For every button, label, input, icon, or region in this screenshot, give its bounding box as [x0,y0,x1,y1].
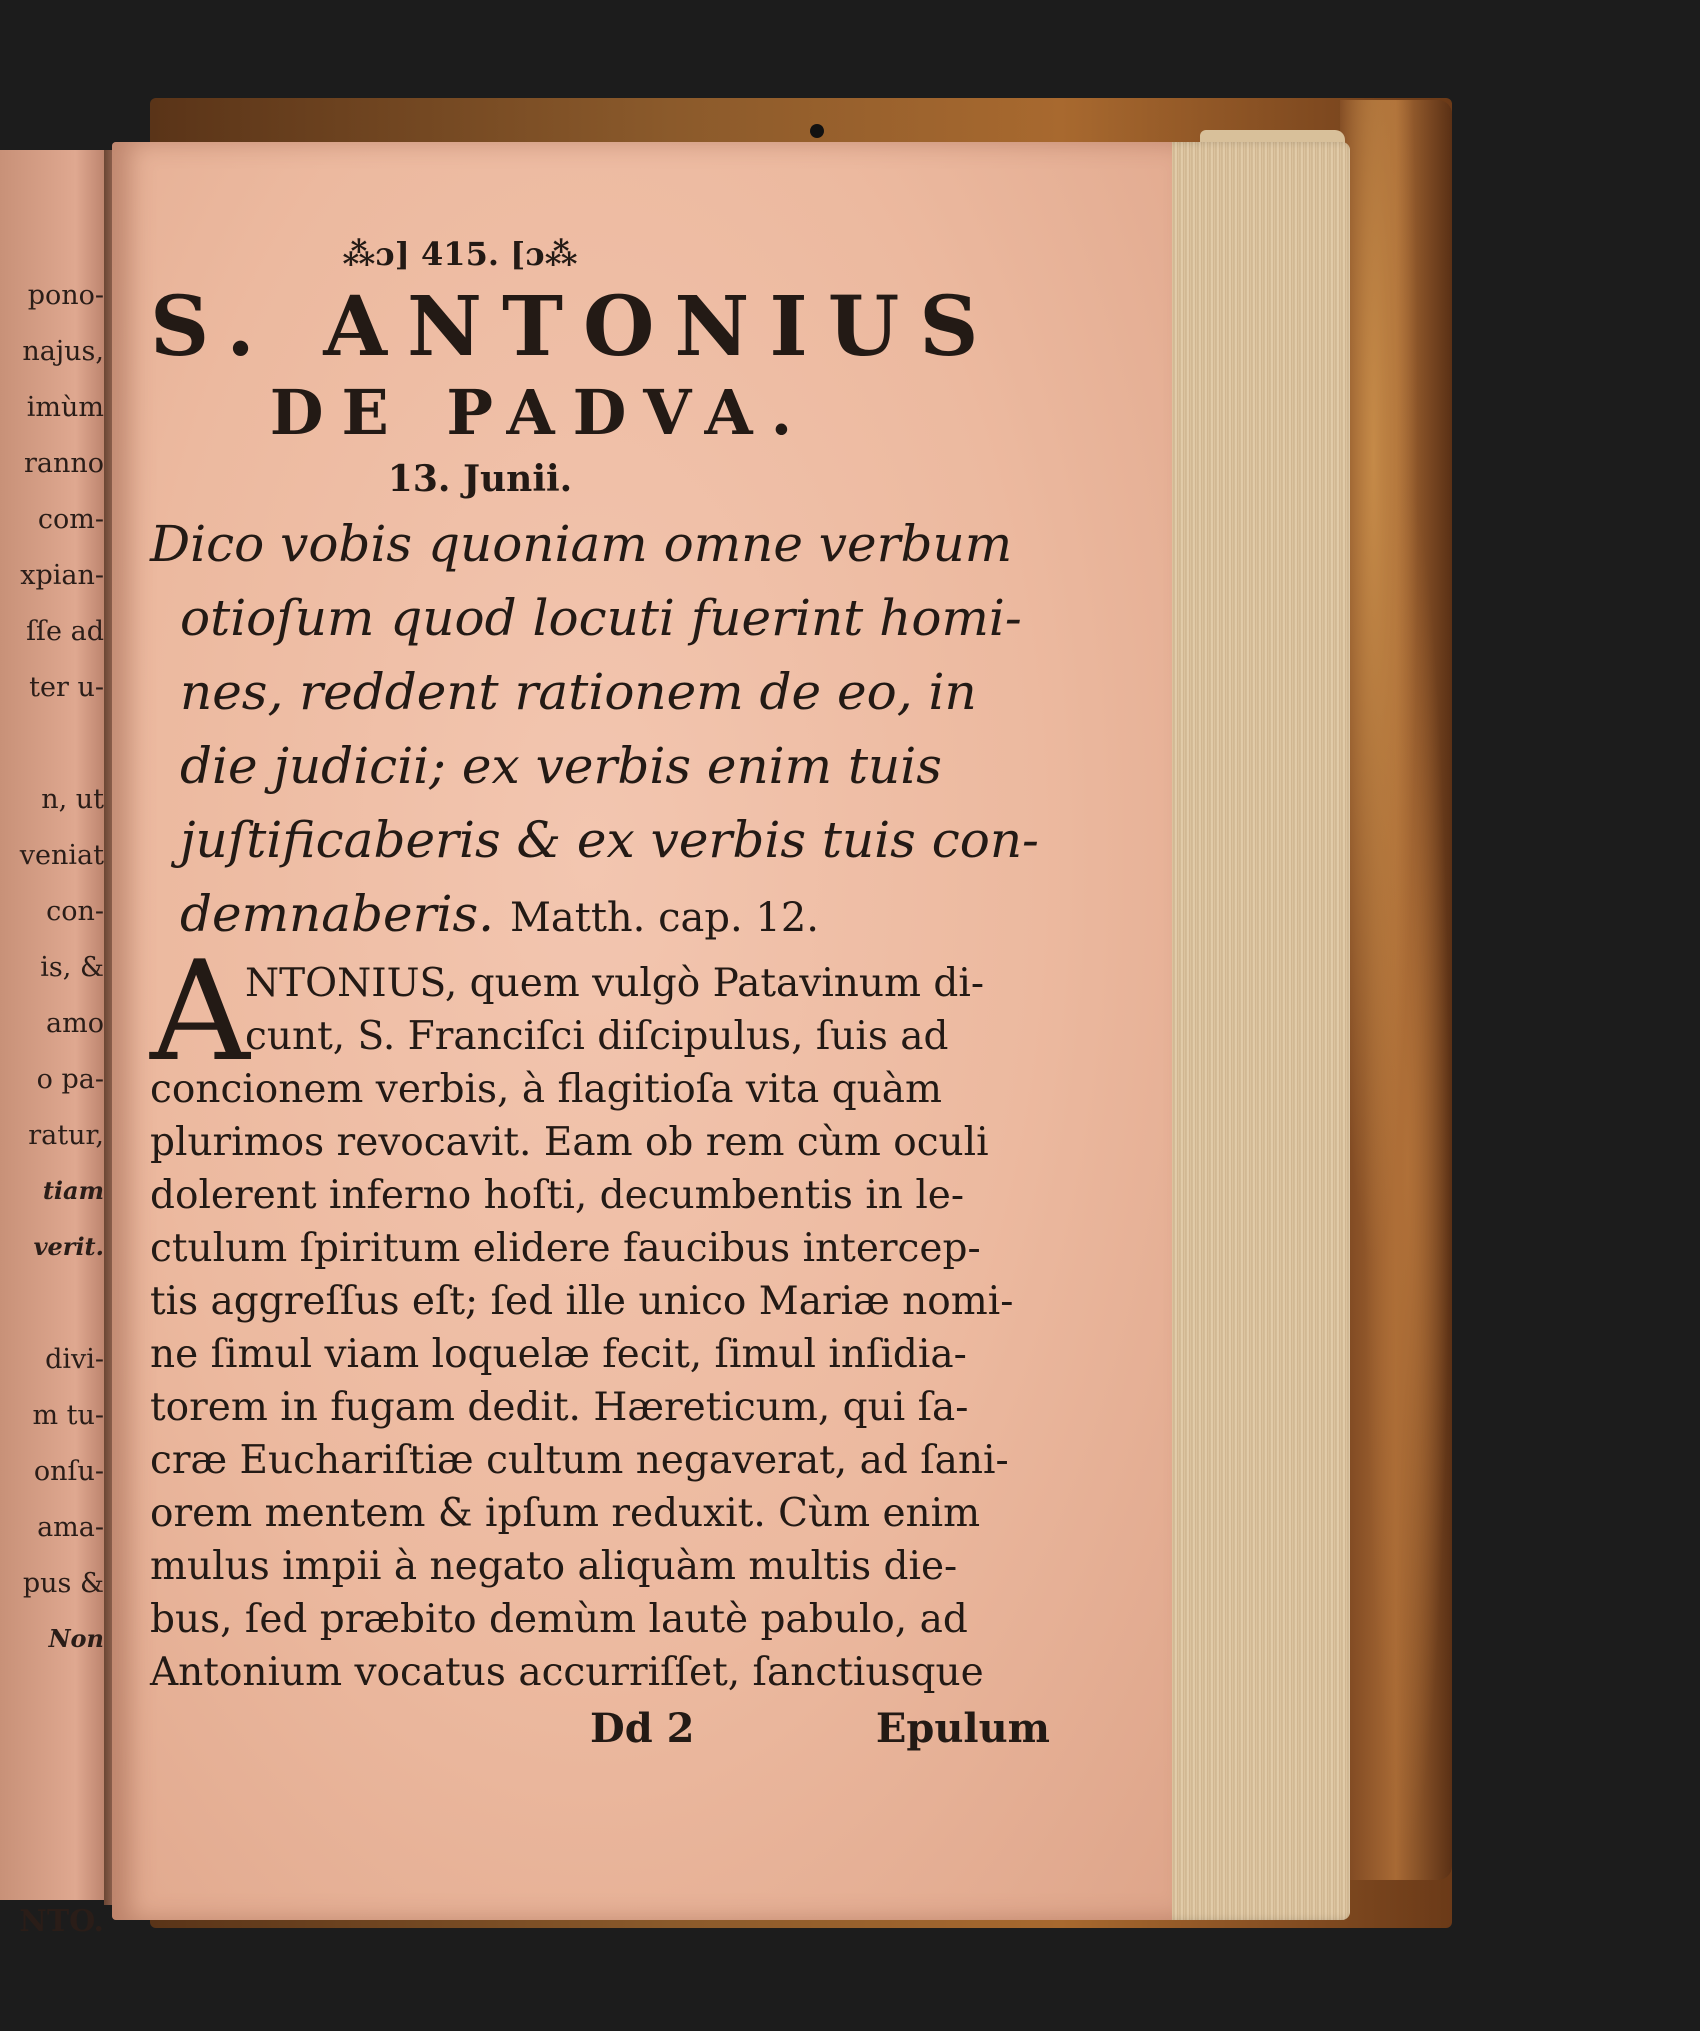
left-page-fragment: is, & [40,952,104,983]
quote-line: otioſum quod locuti fuerint homi- [180,589,1022,647]
body-paragraph [150,931,1050,1699]
body-line: ctulum ſpiritum elidere faucibus intercep- [150,1226,981,1271]
quote-line: die judicii; ex verbis enim tuis [180,737,942,795]
scripture-quote [150,507,1050,951]
left-page-fragment: ama- [37,1512,104,1543]
quote-last-word: demnaberis. [180,885,495,943]
saint-name-title: S. ANTONIUS [150,279,999,375]
left-page-fragment: ranno [23,448,104,479]
body-line: NTONIUS, quem vulgò Patavinum di- [245,961,985,1006]
left-page-fragment: verit. [33,1232,104,1261]
body-line: ne ſimul viam loquelæ fecit, ſimul inſidia- [150,1332,967,1377]
drop-cap: A [150,931,250,1092]
left-page-fragment: divi- [45,1344,104,1375]
left-page-fragment: Non [48,1624,104,1653]
left-page-fragment: n, ut [41,784,104,815]
signature-mark: Dd 2 [590,1705,695,1752]
quote-line: nes, reddent rationem de eo, in [180,663,977,721]
left-page-fragment: onſu- [33,1456,104,1487]
body-line: concionem verbis, à flagitioſa vita quàm [150,1067,943,1112]
left-page-fragment: com- [37,504,104,535]
body-line: orem mentem & ipſum reduxit. Cùm enim [150,1491,981,1536]
left-page-fragment: ratur, [28,1120,104,1151]
page-block-edges [1160,142,1350,1920]
body-line: Antonium vocatus accurriſſet, ſanctiusque [150,1650,984,1695]
quote-line: juſtificaberis & ex verbis tuis con- [180,811,1039,869]
left-page-fragment: m tu- [32,1400,104,1431]
page-footer [150,1705,1050,1765]
left-page-fragment: amo [46,1008,104,1039]
right-page-text [150,235,1050,1765]
body-line: mulus impii à negato aliquàm multis die- [150,1544,958,1589]
body-line: cunt, S. Franciſci diſcipulus, ſuis ad [245,1014,949,1059]
binding-hole [810,124,824,138]
feast-date: 13. Junii. [387,458,573,500]
left-page-fragment: tiam [42,1176,104,1205]
left-page-fragment: imùm [26,392,104,423]
body-line: bus, ſed præbito demùm lautè pabulo, ad [150,1597,968,1642]
page-number-header: ⁂ɔ] 415. [ɔ⁂ [342,235,578,273]
quote-reference: Matth. cap. 12. [509,895,820,941]
catchword: Epulum [875,1705,1050,1752]
left-page-fragment: ſſe ad [26,616,104,647]
left-page-fragment: najus, [22,336,104,367]
body-line: tis aggreſſus eſt; ſed ille unico Mariæ nomi- [150,1279,1014,1324]
left-page-fragment: ter u- [29,672,104,703]
body-line: cræ Euchariſtiæ cultum negaverat, ad ſani- [150,1438,1009,1483]
body-line: torem in fugam dedit. Hæreticum, qui ſa- [150,1385,969,1430]
leather-cover-edge [1340,100,1452,1880]
left-page-fragment: NTO. [19,1904,104,1939]
left-page-fragment: o pa- [36,1064,104,1095]
left-page-fragment: pono- [27,280,104,311]
quote-line: Dico vobis quoniam omne verbum [150,515,1013,573]
left-page [0,150,108,1939]
body-line: dolerent inferno hoſti, decumbentis in le- [150,1173,965,1218]
quote-line [150,877,1050,951]
left-page-fragment: xpian- [20,560,104,591]
saint-place-title: DE PADVA. [269,376,811,449]
body-line: plurimos revocavit. Eam ob rem cùm oculi [150,1120,989,1165]
left-page-fragment: con- [46,896,104,927]
left-page-fragment: veniat [19,840,104,871]
left-page-fragment: pus & [22,1568,104,1599]
